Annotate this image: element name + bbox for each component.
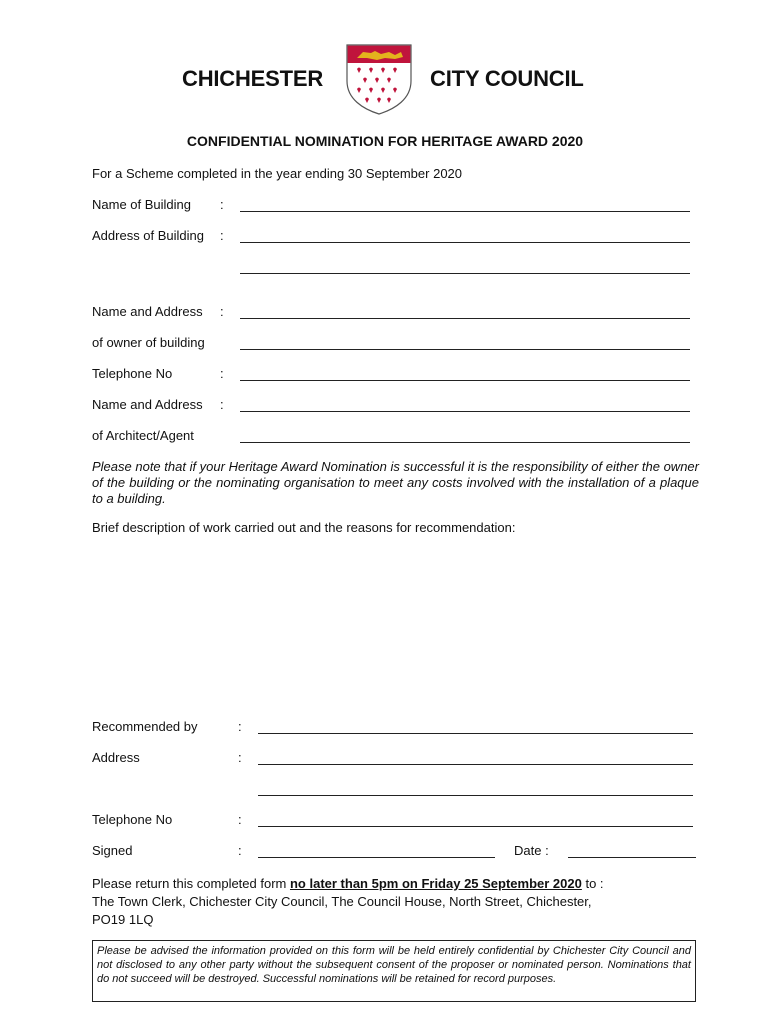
architect-label-line2: of Architect/Agent (92, 428, 194, 443)
name-of-building-label: Name of Building (92, 197, 191, 212)
form-title: CONFIDENTIAL NOMINATION FOR HERITAGE AWARD 2020 (186, 133, 584, 149)
telephone-label: Telephone No (92, 366, 173, 381)
colon: : (238, 719, 242, 734)
confidentiality-disclaimer: Please be advised the information provided on this form will be held entirely confidential by Chichester City Council and not disclosed to any other party without the subsequent consent of the proposer or nominated person. Nominations that do not succeed will be destroyed. Successful nominations will be retained for record purposes. (92, 940, 696, 1002)
plaque-cost-note: Please note that if your Heritage Award Nomination is successful it is the responsibility of either the owner of the building or the nominating organisation to meet any costs involved with the installation of a plaque to a building. (92, 459, 699, 506)
return-prefix: Please return this completed form (92, 876, 290, 891)
colon: : (238, 812, 242, 827)
address-of-building-label: Address of Building (92, 228, 205, 243)
return-deadline: no later than 5pm on Friday 25 September 2020 (289, 876, 582, 891)
owner-name-address-label: Name and Address (92, 304, 203, 319)
architect-name-address-field[interactable] (240, 411, 690, 412)
signature-field[interactable] (258, 857, 495, 858)
telephone-field[interactable] (240, 380, 690, 381)
address-of-building-field-line2[interactable] (240, 273, 690, 274)
recommended-by-field[interactable] (258, 733, 693, 734)
colon: : (220, 197, 224, 212)
colon: : (220, 228, 224, 243)
council-name-right: CITY COUNCIL (430, 66, 584, 91)
colon: : (220, 397, 224, 412)
address-of-building-field[interactable] (240, 242, 690, 243)
return-instructions (92, 875, 692, 929)
recommender-address-field[interactable] (258, 764, 693, 765)
recommender-address-field-line2[interactable] (258, 795, 693, 796)
intro-text: For a Scheme completed in the year ending 30 September 2020 (92, 166, 463, 181)
date-label: Date : (514, 843, 549, 858)
return-address-line1: The Town Clerk, Chichester City Council, The Council House, North Street, Chichester, (92, 894, 592, 909)
colon: : (220, 366, 224, 381)
council-name-left: CHICHESTER (182, 66, 324, 91)
architect-name-address-label: Name and Address (92, 397, 203, 412)
architect-name-address-field-line2[interactable] (240, 442, 690, 443)
return-suffix: to : (581, 876, 604, 891)
return-address-line2: PO19 1LQ (92, 912, 154, 927)
coat-of-arms-icon (345, 43, 413, 115)
recommender-address-label: Address (92, 750, 140, 765)
owner-name-address-field-line2[interactable] (240, 349, 690, 350)
owner-name-address-field[interactable] (240, 318, 690, 319)
signed-label: Signed (92, 843, 133, 858)
colon: : (238, 750, 242, 765)
name-of-building-field[interactable] (240, 211, 690, 212)
colon: : (220, 304, 224, 319)
colon: : (238, 843, 242, 858)
owner-label-line2: of owner of building (92, 335, 205, 350)
recommended-by-label: Recommended by (92, 719, 198, 734)
recommender-telephone-label: Telephone No (92, 812, 173, 827)
recommender-telephone-field[interactable] (258, 826, 693, 827)
description-area[interactable] (92, 540, 696, 710)
description-label: Brief description of work carried out and the reasons for recommendation: (92, 520, 516, 535)
date-field[interactable] (568, 857, 696, 858)
